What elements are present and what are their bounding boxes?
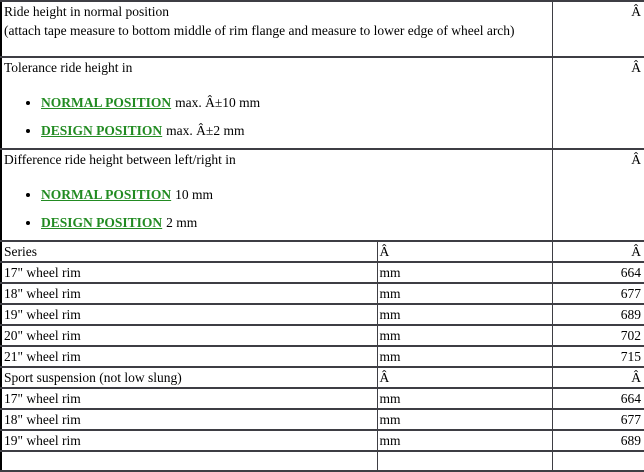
- difference-bullet-list: [4, 184, 549, 233]
- bullet-text: max. Â±2 mm: [166, 123, 245, 138]
- unit-cell: mm: [377, 430, 552, 451]
- bullet-item: [41, 184, 549, 205]
- value-cell: 702: [552, 325, 644, 346]
- design-position-link[interactable]: DESIGN POSITION: [41, 123, 163, 138]
- bullet-item: [41, 92, 549, 113]
- sport-header-value: Â: [552, 367, 644, 388]
- table-row: [1, 346, 644, 367]
- ride-height-title: Ride height in normal position: [4, 4, 169, 19]
- bullet-text: 10 mm: [175, 187, 214, 202]
- series-header-unit: Â: [377, 241, 552, 262]
- value-cell: 689: [552, 304, 644, 325]
- value-cell: 664: [552, 262, 644, 283]
- table-row-partial: [1, 451, 644, 471]
- rim-label: 19" wheel rim: [1, 430, 377, 451]
- table-row: [1, 262, 644, 283]
- difference-value-cell: Â: [552, 149, 644, 241]
- value-cell: [552, 451, 644, 471]
- ride-height-note: (attach tape measure to bottom middle of rim flange and measure to lower edge of wheel arch): [4, 23, 515, 38]
- rim-label: 20" wheel rim: [1, 325, 377, 346]
- table-row: [1, 388, 644, 409]
- tolerance-value-cell: Â: [552, 57, 644, 149]
- series-header-label: Series: [1, 241, 377, 262]
- tolerance-intro: Tolerance ride height in: [4, 60, 133, 75]
- unit-cell: mm: [377, 325, 552, 346]
- design-position-link[interactable]: DESIGN POSITION: [41, 215, 163, 230]
- unit-cell: mm: [377, 262, 552, 283]
- table-row-tolerance: [1, 57, 644, 149]
- unit-cell: mm: [377, 388, 552, 409]
- bullet-text: 2 mm: [166, 215, 198, 230]
- ride-height-description-cell: [1, 1, 552, 57]
- normal-position-link[interactable]: NORMAL POSITION: [41, 95, 172, 110]
- table-row-ride-height: [1, 1, 644, 57]
- rim-label: 18" wheel rim: [1, 283, 377, 304]
- table-row: [1, 304, 644, 325]
- tolerance-bullet-list: [4, 92, 549, 141]
- rim-label: [1, 451, 377, 471]
- unit-cell: mm: [377, 409, 552, 430]
- rim-label: 17" wheel rim: [1, 388, 377, 409]
- unit-cell: [377, 451, 552, 471]
- value-cell: 677: [552, 409, 644, 430]
- sport-header-label: Sport suspension (not low slung): [1, 367, 377, 388]
- table-row: [1, 325, 644, 346]
- sport-header-unit: Â: [377, 367, 552, 388]
- unit-cell: mm: [377, 304, 552, 325]
- value-cell: 677: [552, 283, 644, 304]
- difference-description-cell: [1, 149, 552, 241]
- rim-label: 18" wheel rim: [1, 409, 377, 430]
- unit-cell: mm: [377, 346, 552, 367]
- table-row-series-header: [1, 241, 644, 262]
- bullet-item: [41, 120, 549, 141]
- normal-position-link[interactable]: NORMAL POSITION: [41, 187, 172, 202]
- value-cell: 664: [552, 388, 644, 409]
- ride-height-value-cell: Â: [552, 1, 644, 57]
- tolerance-description-cell: [1, 57, 552, 149]
- value-cell: 715: [552, 346, 644, 367]
- table-row: [1, 283, 644, 304]
- table-row: [1, 430, 644, 451]
- series-header-value: Â: [552, 241, 644, 262]
- rim-label: 17" wheel rim: [1, 262, 377, 283]
- bullet-text: max. Â±10 mm: [175, 95, 261, 110]
- table-row: [1, 409, 644, 430]
- table-row-difference: [1, 149, 644, 241]
- rim-label: 21" wheel rim: [1, 346, 377, 367]
- rim-label: 19" wheel rim: [1, 304, 377, 325]
- bullet-item: [41, 212, 549, 233]
- value-cell: 689: [552, 430, 644, 451]
- table-row-sport-header: [1, 367, 644, 388]
- unit-cell: mm: [377, 283, 552, 304]
- difference-intro: Difference ride height between left/right in: [4, 152, 236, 167]
